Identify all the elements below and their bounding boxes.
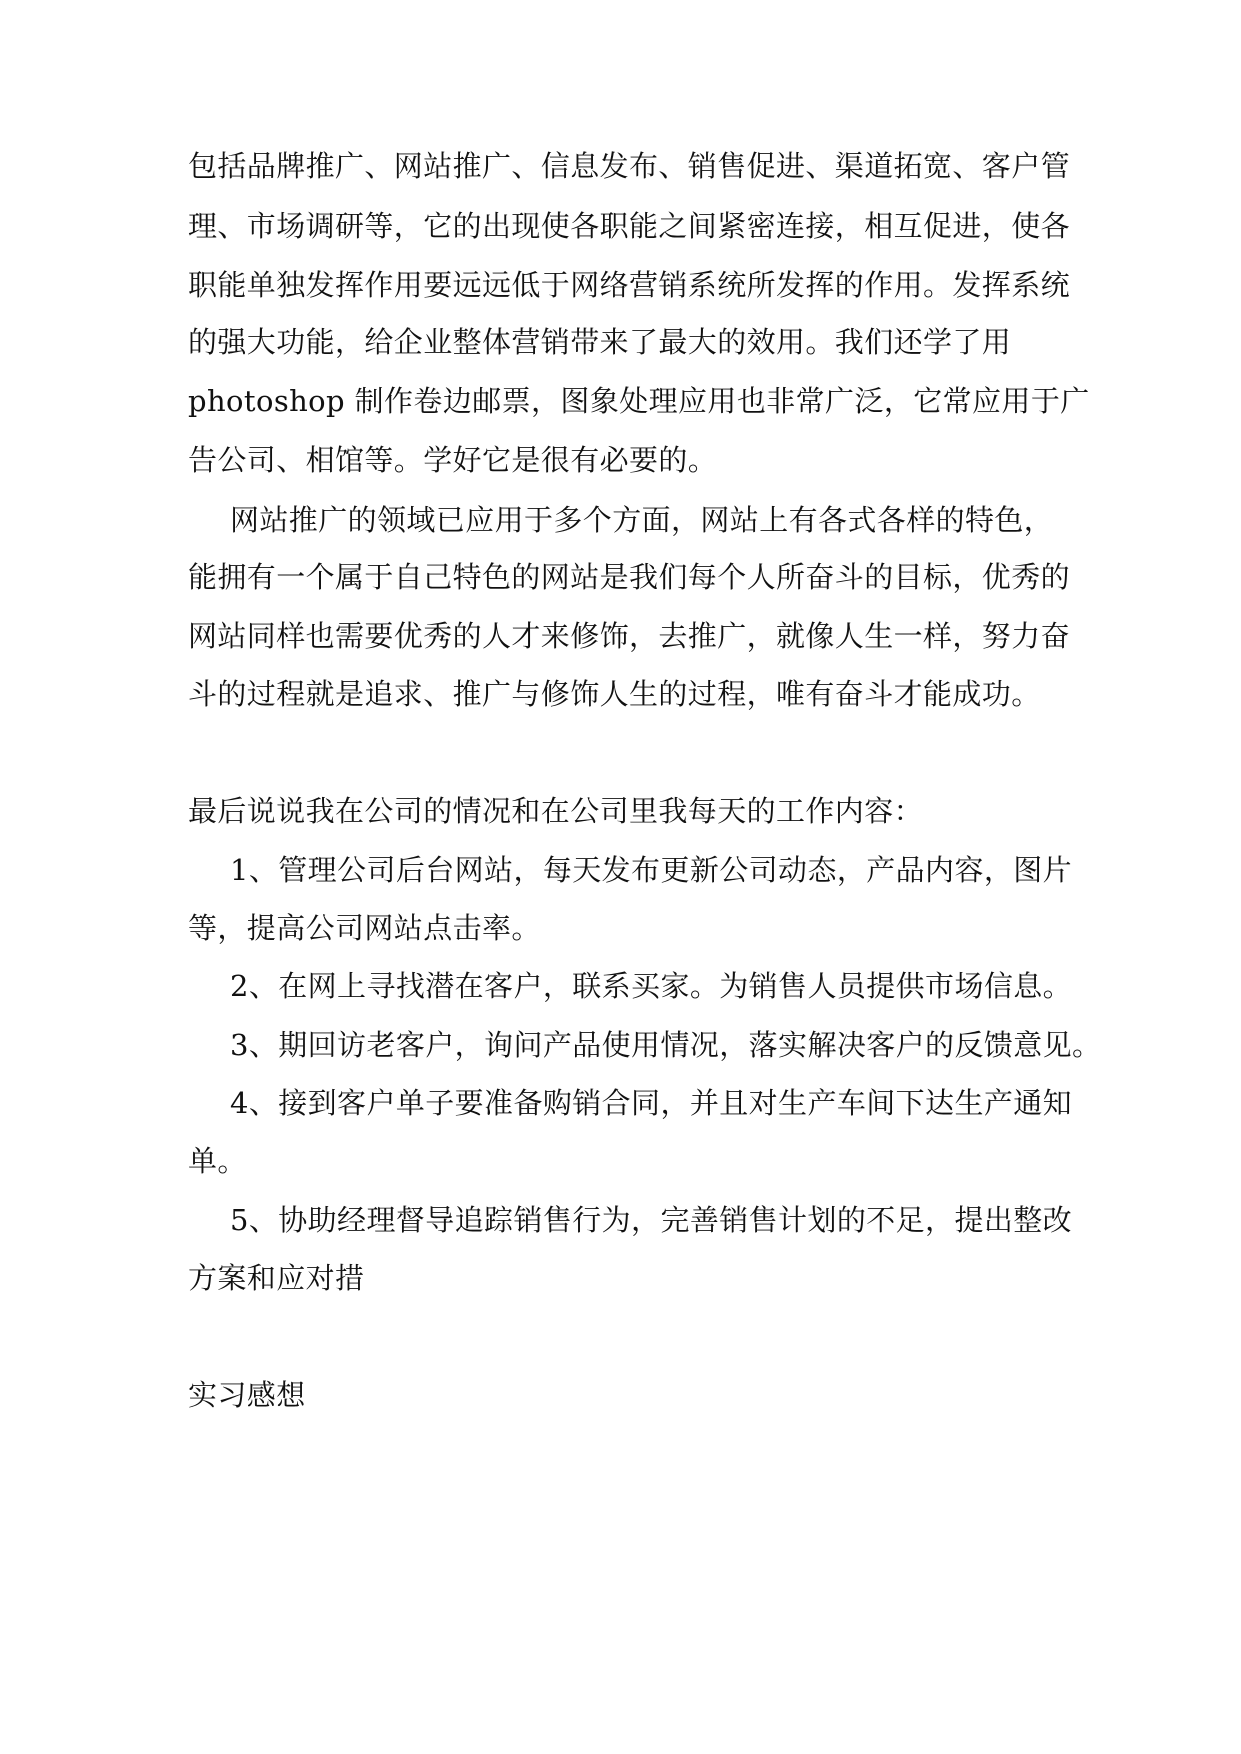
list-item: 3、期回访老客户，询问产品使用情况，落实解决客户的反馈意见。 (230, 1028, 1102, 1062)
section-heading: 实习感想 (188, 1378, 306, 1412)
paragraph-line: 的强大功能，给企业整体营销带来了最大的效用。我们还学了用 (188, 325, 1012, 359)
list-item-continuation: 等，提高公司网站点击率。 (188, 911, 541, 945)
paragraph-line: 斗的过程就是追求、推广与修饰人生的过程，唯有奋斗才能成功。 (188, 677, 1041, 711)
paragraph-line: 告公司、相馆等。学好它是很有必要的。 (188, 443, 718, 477)
list-item: 1、管理公司后台网站，每天发布更新公司动态，产品内容，图片 (230, 853, 1073, 887)
paragraph-line: 包括品牌推广、网站推广、信息发布、销售促进、渠道拓宽、客户管 (188, 149, 1071, 183)
list-item-continuation: 方案和应对措 (188, 1261, 365, 1295)
paragraph-line: photoshop 制作卷边邮票，图象处理应用也非常广泛，它常应用于广 (188, 384, 1090, 418)
paragraph-line: 理、市场调研等，它的出现使各职能之间紧密连接，相互促进，使各 (188, 209, 1071, 243)
list-item: 4、接到客户单子要准备购销合同，并且对生产车间下达生产通知 (230, 1086, 1073, 1120)
list-item: 5、协助经理督导追踪销售行为，完善销售计划的不足，提出整改 (230, 1203, 1073, 1237)
paragraph-line: 能拥有一个属于自己特色的网站是我们每个人所奋斗的目标，优秀的 (188, 560, 1071, 594)
paragraph-line: 网站同样也需要优秀的人才来修饰，去推广，就像人生一样，努力奋 (188, 619, 1071, 653)
section-intro: 最后说说我在公司的情况和在公司里我每天的工作内容： (188, 794, 924, 828)
paragraph-line: 网站推广的领域已应用于多个方面，网站上有各式各样的特色， (230, 503, 1054, 537)
list-item: 2、在网上寻找潜在客户，联系买家。为销售人员提供市场信息。 (230, 969, 1073, 1003)
paragraph-line: 职能单独发挥作用要远远低于网络营销系统所发挥的作用。发挥系统 (188, 268, 1071, 302)
list-item-continuation: 单。 (188, 1144, 247, 1178)
